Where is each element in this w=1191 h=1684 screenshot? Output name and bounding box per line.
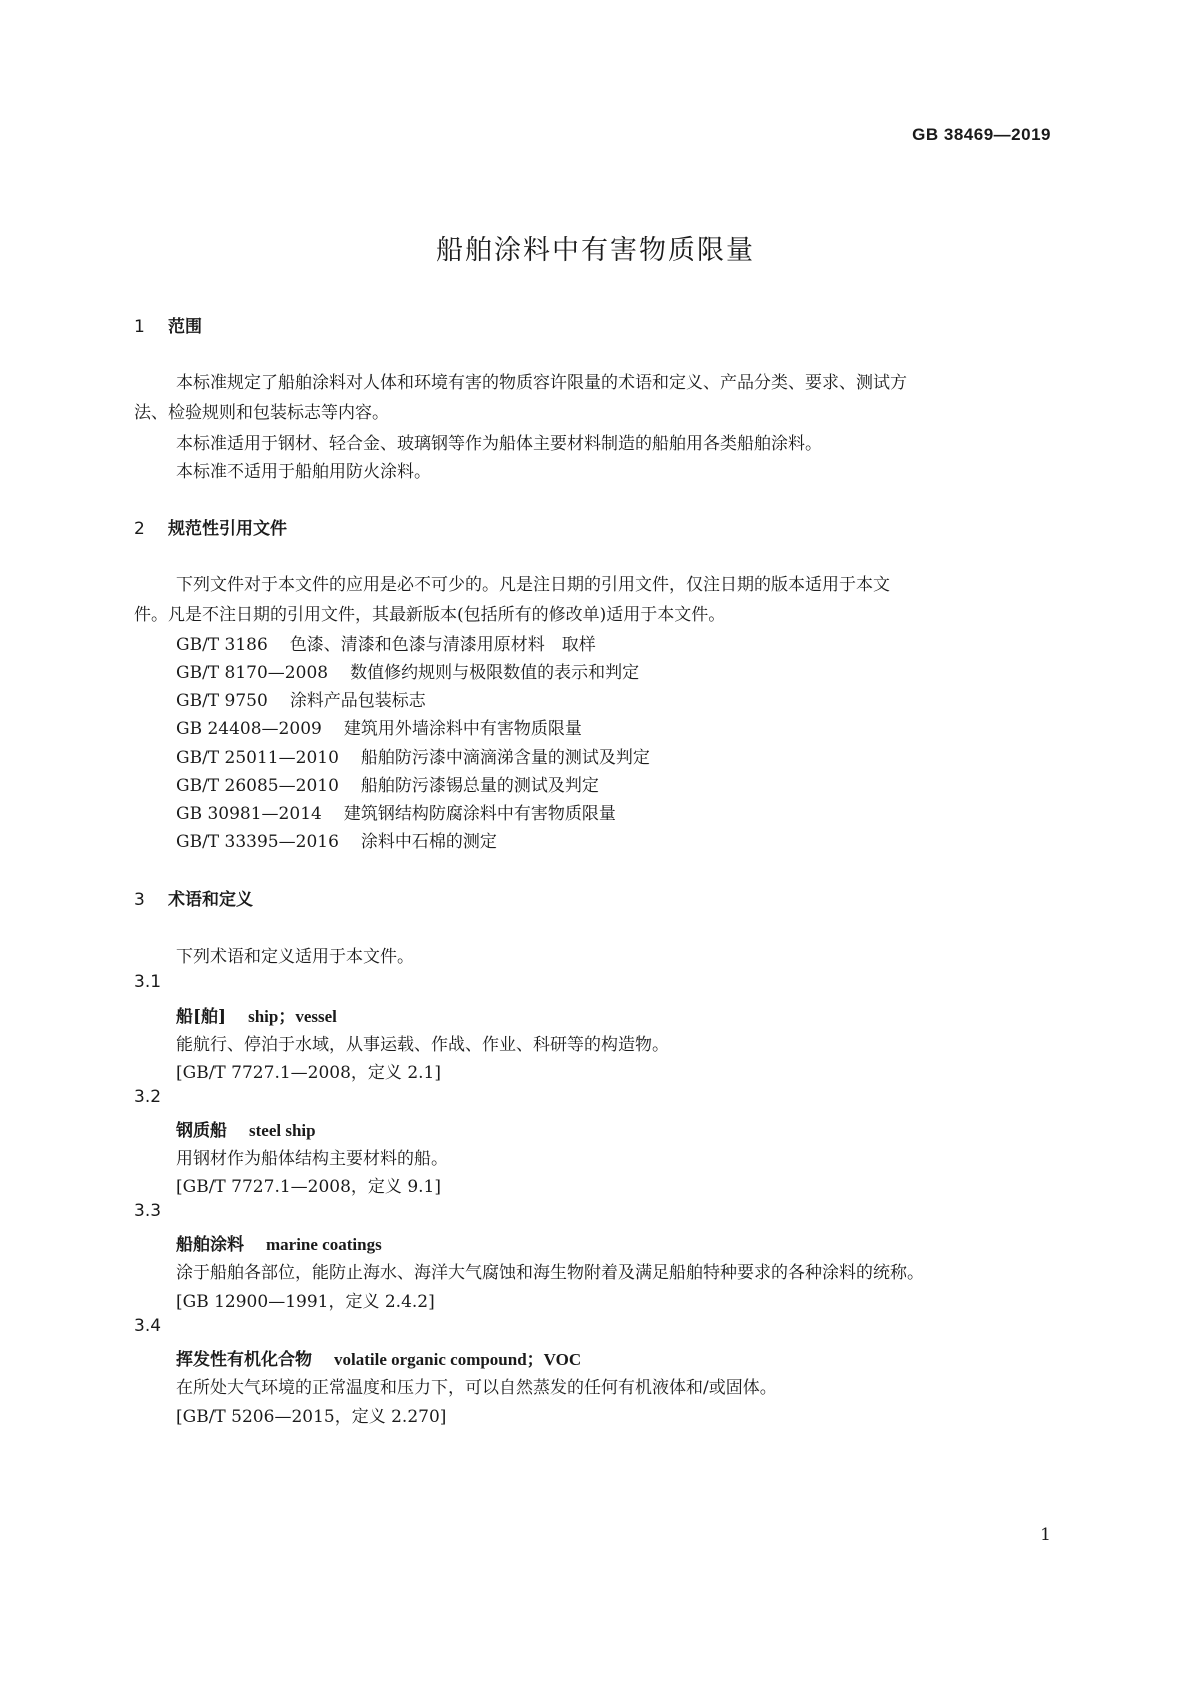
term-source: [GB/T 7727.1—2008，定义 2.1] <box>176 1063 441 1083</box>
term-number: 3.2 <box>134 1087 162 1107</box>
term-number: 3.3 <box>134 1201 162 1221</box>
term-definition: 用钢材作为船体结构主要材料的船。 <box>176 1149 448 1169</box>
paragraph-line: 件。凡是不注日期的引用文件，其最新版本(包括所有的修改单)适用于本文件。 <box>134 605 726 625</box>
reference-title: 数值修约规则与极限数值的表示和判定 <box>350 663 640 683</box>
section-number: 1 <box>134 317 145 337</box>
reference-title: 色漆、清漆和色漆与清漆用原材料 取样 <box>289 635 596 655</box>
reference-code: GB/T 26085—2010 <box>176 776 339 796</box>
paragraph-line: 本标准规定了船舶涂料对人体和环境有害的物质容许限量的术语和定义、产品分类、要求、测试方 <box>176 373 907 393</box>
term-definition: 在所处大气环境的正常温度和压力下，可以自然蒸发的任何有机液体和/或固体。 <box>176 1378 777 1398</box>
reference-title: 建筑用外墙涂料中有害物质限量 <box>343 719 582 739</box>
page-number: 1 <box>1040 1525 1051 1545</box>
reference-title: 船舶防污漆锡总量的测试及判定 <box>360 776 599 796</box>
section-title: 规范性引用文件 <box>168 519 287 539</box>
reference-code: GB/T 3186 <box>176 635 268 655</box>
term-entry <box>176 1230 382 1255</box>
term-source: [GB/T 5206—2015，定义 2.270] <box>176 1407 447 1427</box>
reference-title: 涂料产品包装标志 <box>289 691 426 711</box>
reference-item <box>176 630 596 655</box>
term-chinese: 钢质船 <box>176 1121 227 1141</box>
term-source: [GB/T 7727.1—2008，定义 9.1] <box>176 1177 441 1197</box>
reference-title: 船舶防污漆中滴滴涕含量的测试及判定 <box>360 748 650 768</box>
reference-item <box>176 743 650 768</box>
reference-code: GB 30981—2014 <box>176 804 322 824</box>
scope-paragraph-3: 本标准不适用于船舶用防火涂料。 <box>176 462 431 482</box>
paragraph-line: 法、检验规则和包装标志等内容。 <box>134 403 389 423</box>
reference-code: GB 24408—2009 <box>176 719 322 739</box>
term-chinese: 船[舶] <box>176 1007 227 1027</box>
section-title: 范围 <box>168 317 202 337</box>
reference-code: GB/T 9750 <box>176 691 268 711</box>
references-intro <box>134 570 1052 630</box>
term-number: 3.4 <box>134 1316 162 1336</box>
reference-item <box>176 827 497 852</box>
term-definition: 涂于船舶各部位，能防止海水、海洋大气腐蚀和海生物附着及满足船舶特种要求的各种涂料的统称。 <box>176 1263 924 1283</box>
reference-title: 建筑钢结构防腐涂料中有害物质限量 <box>343 804 616 824</box>
term-chinese: 挥发性有机化合物 <box>176 1350 312 1370</box>
reference-item <box>176 686 426 711</box>
reference-code: GB/T 8170—2008 <box>176 663 329 683</box>
term-english: marine coatings <box>266 1235 382 1254</box>
section-title: 术语和定义 <box>168 890 253 910</box>
term-english: steel ship <box>249 1121 316 1140</box>
section-number: 2 <box>134 519 145 539</box>
term-number: 3.1 <box>134 972 162 992</box>
term-source: [GB 12900—1991，定义 2.4.2] <box>176 1292 435 1312</box>
term-entry <box>176 1116 316 1141</box>
standard-code: GB 38469—2019 <box>912 125 1051 144</box>
reference-item <box>176 714 582 739</box>
section-number: 3 <box>134 890 145 910</box>
term-definition: 能航行、停泊于水域，从事运载、作战、作业、科研等的构造物。 <box>176 1035 669 1055</box>
scope-paragraph-2: 本标准适用于钢材、轻合金、玻璃钢等作为船体主要材料制造的船舶用各类船舶涂料。 <box>176 434 822 454</box>
document-title: 船舶涂料中有害物质限量 <box>436 235 755 266</box>
reference-item <box>176 771 599 796</box>
reference-code: GB/T 25011—2010 <box>176 748 339 768</box>
paragraph-line: 下列文件对于本文件的应用是必不可少的。凡是注日期的引用文件，仅注日期的版本适用于本文 <box>176 575 890 595</box>
section-1-heading <box>134 312 202 337</box>
term-english: volatile organic compound；VOC <box>334 1350 582 1369</box>
term-chinese: 船舶涂料 <box>176 1235 244 1255</box>
reference-title: 涂料中石棉的测定 <box>360 832 497 852</box>
terms-intro: 下列术语和定义适用于本文件。 <box>176 947 414 967</box>
section-2-heading <box>134 514 287 539</box>
scope-paragraph-1 <box>134 368 1052 428</box>
reference-code: GB/T 33395—2016 <box>176 832 339 852</box>
reference-item <box>176 658 639 683</box>
reference-item <box>176 799 616 824</box>
term-entry <box>176 1345 581 1370</box>
term-entry <box>176 1002 337 1027</box>
term-english: ship；vessel <box>248 1007 337 1026</box>
section-3-heading <box>134 885 253 910</box>
